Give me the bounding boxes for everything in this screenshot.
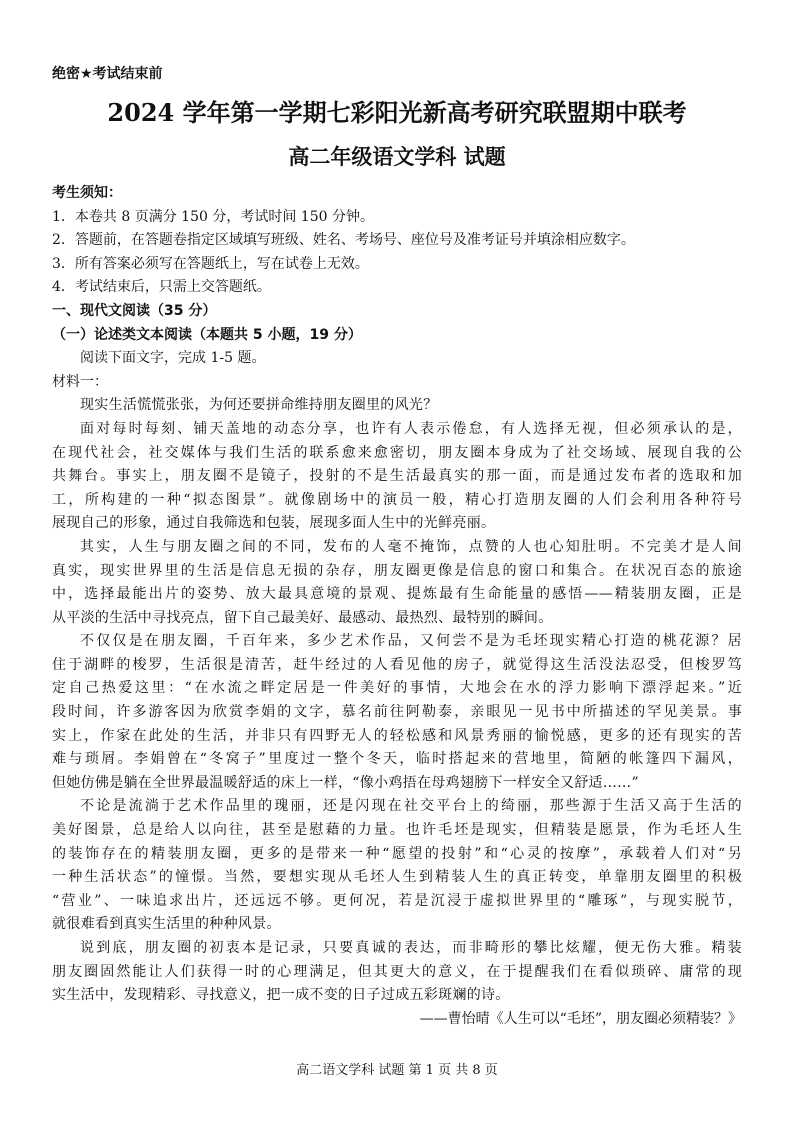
article-line: 其实，人生与朋友圈之间的不同，发布的人毫不掩饰，点赞的人也心知肚明。不完美才是人间 bbox=[80, 538, 742, 555]
article-line: 就很难看到真实生活里的种种风景。 bbox=[52, 916, 281, 933]
article-line: 现实生活慌慌张张，为何还要拼命维持朋友圈里的风光？ bbox=[80, 397, 438, 414]
notice-heading: 考生须知： bbox=[52, 185, 122, 201]
article-line: 段时间，许多游客因为欣赏李娟的文字，慕名前往阿勒泰，亲眼见一见书中所描述的罕见美景。事 bbox=[52, 704, 742, 721]
article-line: 工，所构建的一种“拟态图景”。就像剧场中的演员一般，精心打造朋友圈的人们会利用各种符号 bbox=[52, 491, 742, 508]
article-line: 展现自己的形象，通过自我筛选和包装，展现多面人生中的光鲜亮丽。 bbox=[52, 515, 496, 532]
article-line: 朋友圈固然能让人们获得一时的心理满足，但其更大的意义，在于提醒我们在看似琐碎、庸常的现 bbox=[52, 963, 742, 980]
article-line: 定自己热爱这里：“在水流之畔定居是一件美好的事情，大地会在水的浮力影响下漂浮起来。”近 bbox=[52, 680, 742, 697]
article-line: 中，选择最能出片的姿势、放大最具意境的景观、提炼最有生命能量的感悟——精装朋友圈，正是 bbox=[52, 586, 742, 603]
material-label: 材料一： bbox=[52, 373, 108, 390]
exam-body bbox=[52, 182, 742, 1031]
article-line: 住于湖畔的梭罗，生活很是清苦，赶牛经过的人看见他的房子，就觉得这生活没法忍受，但梭罗笃 bbox=[52, 656, 742, 673]
article-line: “营业”、一味追求出片，还远远不够。更何况，若是沉浸于虚拟世界里的“雕琢”，与现实脱节， bbox=[52, 892, 742, 909]
article-line: 但她仿佛是躺在全世界最温暖舒适的床上一样，“像小鸡捂在母鸡翅膀下一样安全又舒适……” bbox=[52, 774, 639, 791]
article-line: 实生活中，发现精彩、寻找意义，把一成不变的日子过成五彩斑斓的诗。 bbox=[52, 987, 510, 1004]
notice-item: 1．本卷共 8 页满分 150 分，考试时间 150 分钟。 bbox=[52, 208, 374, 225]
notice-item: 2．答题前，在答题卷指定区域填写班级、姓名、考场号、座位号及准考证号并填涂相应数字。 bbox=[52, 232, 635, 249]
confidential-label: 绝密★考试结束前 bbox=[52, 66, 163, 82]
article-line: 难与琐屑。李娟曾在“冬窝子”里度过一整个冬天，临时搭起来的营地里，简陋的帐篷四下漏风， bbox=[52, 751, 742, 768]
notice-item: 4．考试结束后，只需上交答题纸。 bbox=[52, 279, 271, 296]
article-text bbox=[52, 394, 742, 1031]
notice-item: 3．所有答案必须写在答题纸上，写在试卷上无效。 bbox=[52, 255, 369, 272]
reading-instruction: 阅读下面文字，完成 1-5 题。 bbox=[80, 350, 266, 367]
article-line: 面对每时每刻、铺天盖地的动态分享，也许有人表示倦怠，有人选择无视，但必须承认的是， bbox=[80, 420, 742, 437]
article-line: 一种生活状态”的憧憬。当然，要想实现从毛坯人生到精装人生的真正转变，单靠朋友圈里的积极 bbox=[52, 869, 742, 886]
article-line: 说到底，朋友圈的初衷本是记录，只要真诚的表达，而非畸形的攀比炫耀，便无伤大雅。精装 bbox=[80, 940, 742, 956]
article-line: 在现代社会，社交媒体与我们生活的联系愈来愈密切，朋友圈本身成为了社交场域、展现自我的公 bbox=[52, 444, 742, 461]
exam-title: 2024 学年第一学期七彩阳光新高考研究联盟期中联考 bbox=[107, 98, 687, 127]
article-line: 的装饰存在的精装朋友圈，更多的是带来一种“愿望的投射”和“心灵的按摩”，承载着人们对“另 bbox=[52, 845, 742, 862]
article-line: 不仅仅是在朋友圈，千百年来，多少艺术作品，又何尝不是为毛坯现实精心打造的桃花源？居 bbox=[80, 633, 742, 650]
subsection-heading: （一）论述类文本阅读（本题共 5 小题，19 分） bbox=[52, 326, 362, 343]
article-source: ——曹怡晴《人生可以“毛坯”，朋友圈必须精装？》 bbox=[419, 1010, 742, 1027]
article-line: 真实，现实世界里的生活是信息无损的杂存，朋友圈更像是信息的窗口和集合。在状况百态的旅途 bbox=[52, 562, 742, 579]
article-line: 从平淡的生活中寻找亮点，留下自己最美好、最感动、最热烈、最特别的瞬间。 bbox=[52, 609, 553, 626]
article-line: 美好图景，总是给人以向往，甚至是慰藉的力量。也许毛坯是现实，但精装是愿景，作为毛坯人生 bbox=[52, 822, 742, 839]
article-line: 实上，作家在此处的生活，并非只有四野无人的轻松感和风景秀丽的愉悦感，更多的还有现实的苦 bbox=[52, 727, 742, 744]
page-footer: 高二语文学科 试题 第 1 页 共 8 页 bbox=[296, 1063, 498, 1078]
article-line: 共舞台。事实上，朋友圈不是镜子，投射的不是生活最真实的那一面，而是通过发布者的选取和加 bbox=[52, 468, 742, 485]
section-heading: 一、现代文阅读（35 分） bbox=[52, 302, 217, 319]
article-line: 不论是流淌于艺术作品里的瑰丽，还是闪现在社交平台上的绮丽，那些源于生活又高于生活的 bbox=[80, 798, 742, 815]
exam-subtitle: 高二年级语文学科 试题 bbox=[288, 144, 506, 169]
